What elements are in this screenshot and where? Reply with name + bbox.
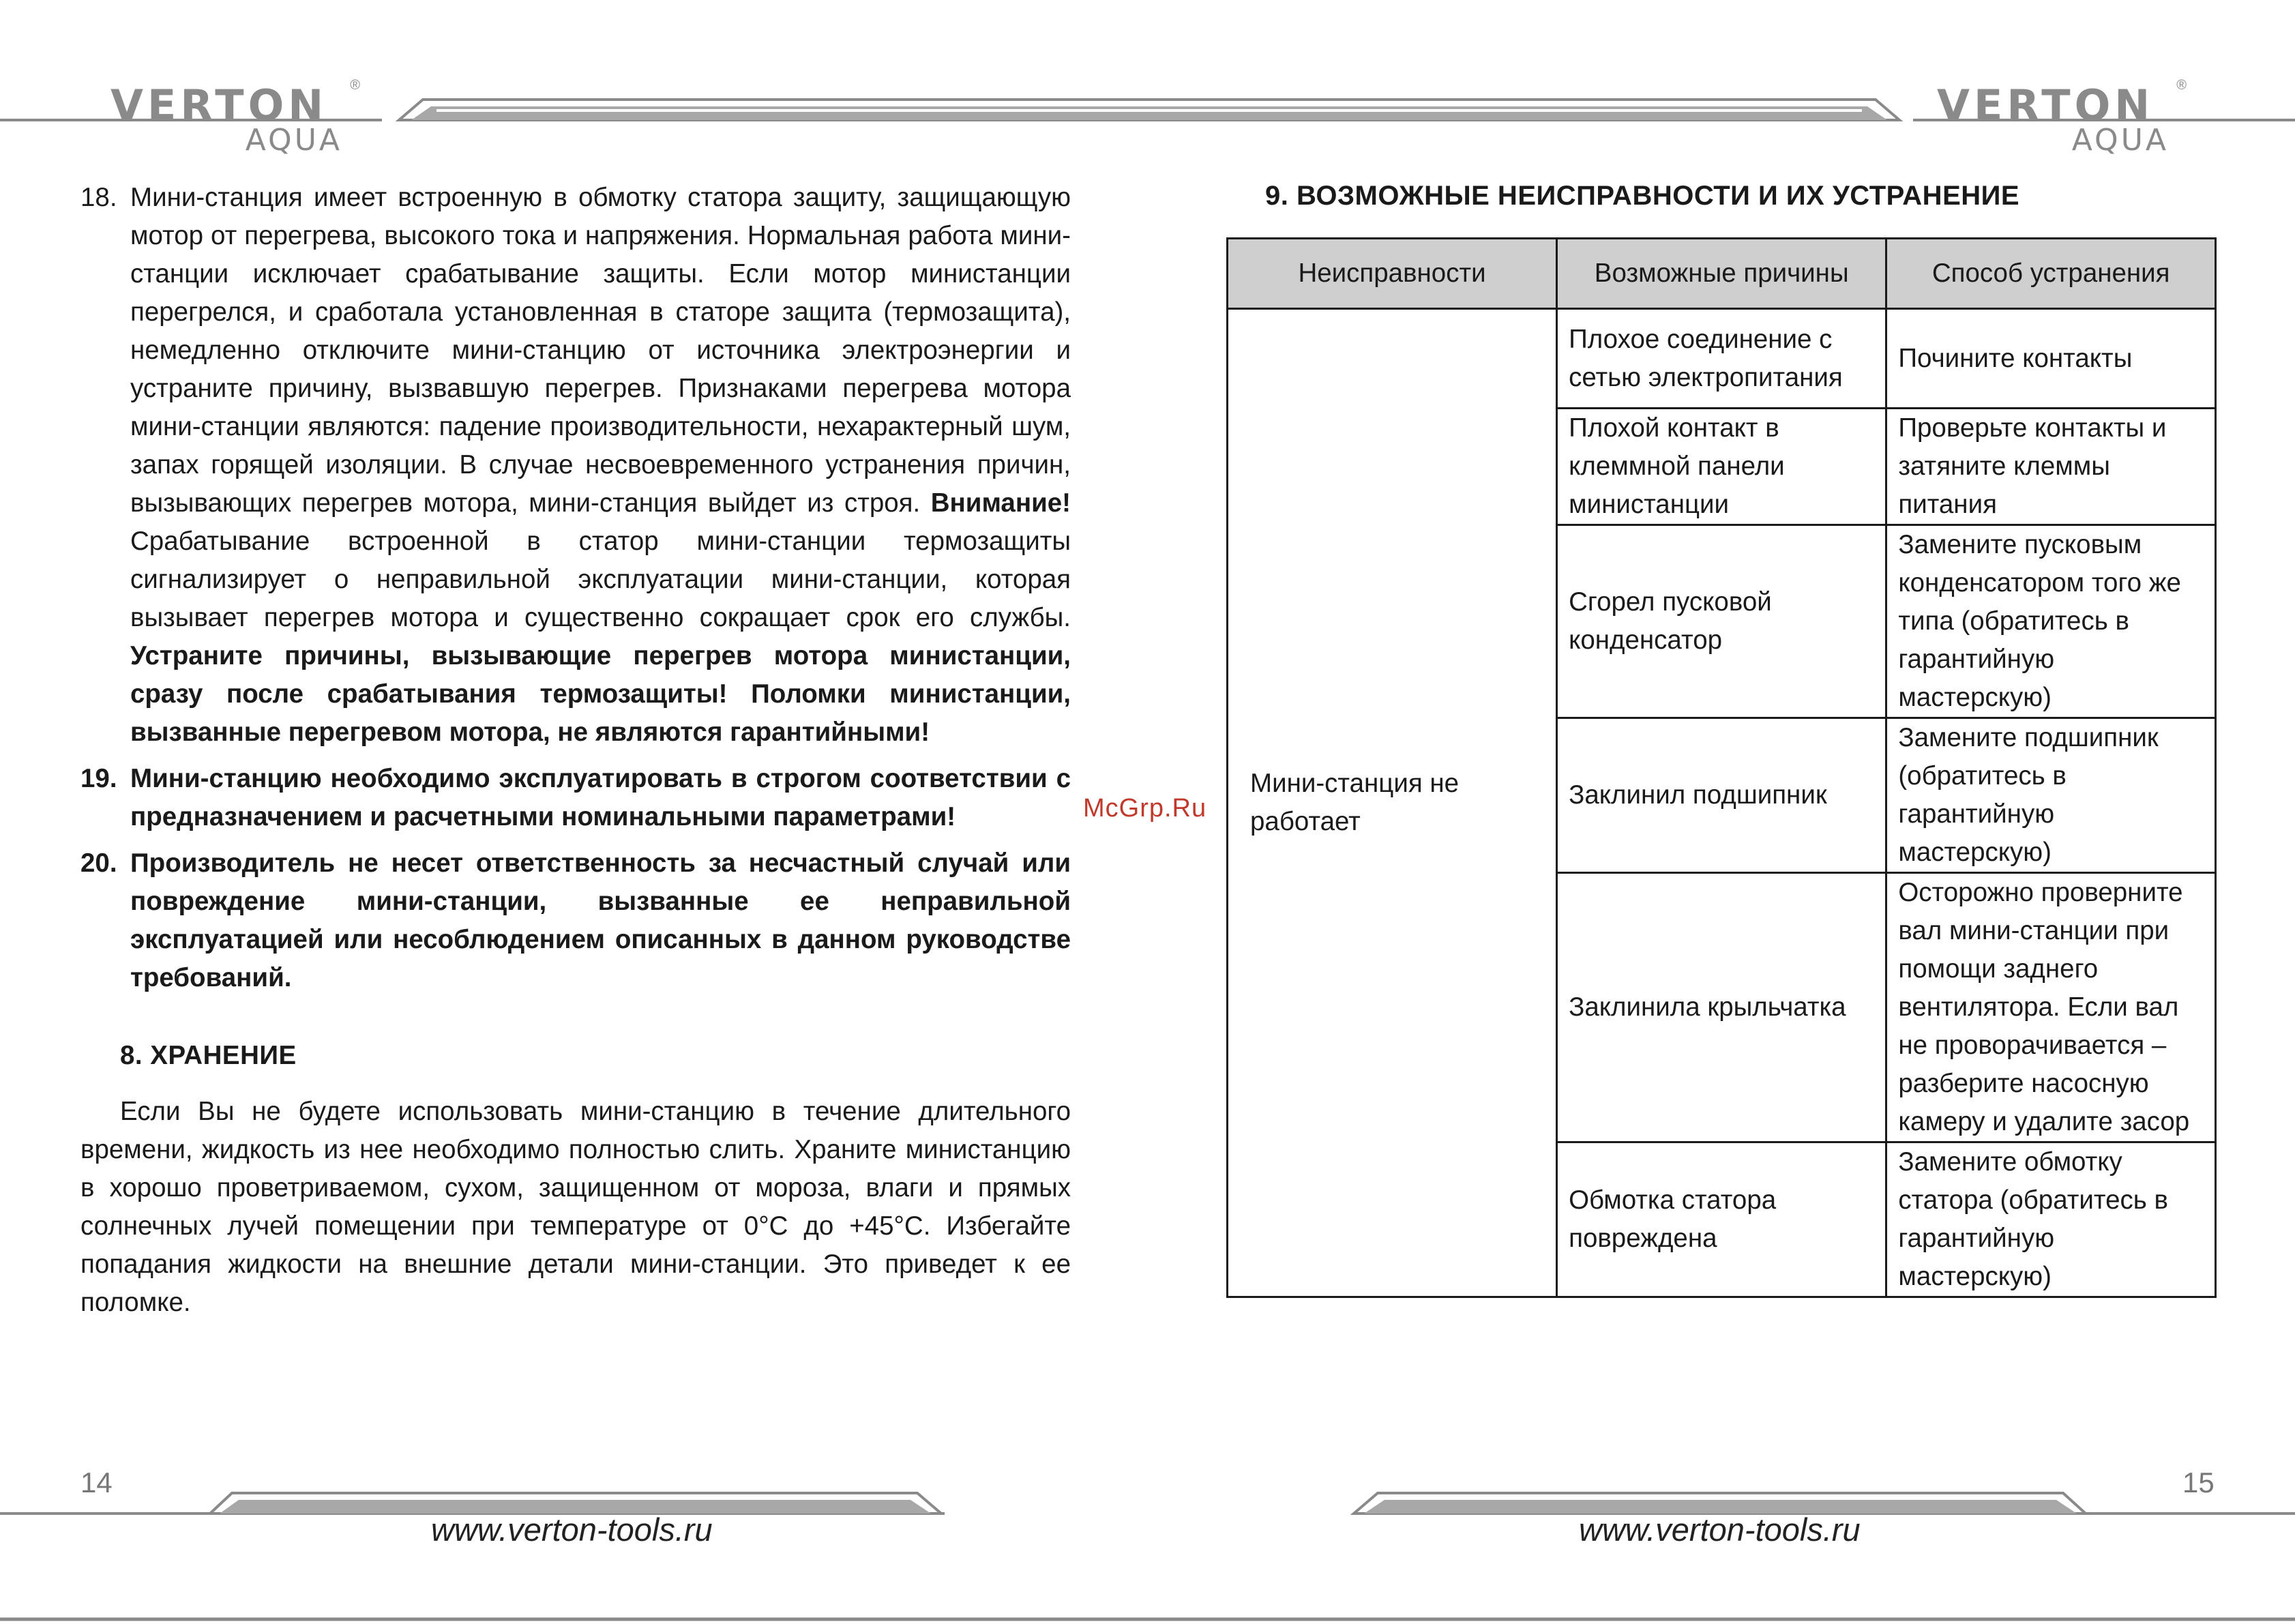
cause-cell: Заклинила крыльчатка: [1557, 873, 1886, 1142]
storage-section-title: 8. ХРАНЕНИЕ: [120, 1041, 297, 1070]
remedy-cell: Замените подшипник (обратитесь в гарантийную мастерскую): [1886, 718, 2216, 873]
registered-mark: ®: [2176, 78, 2187, 93]
watermark-text: McGrp.Ru: [1083, 794, 1207, 823]
item-number: 19.: [80, 764, 117, 793]
fault-cell: Мини-станция не работает: [1228, 309, 1557, 1297]
logo-sub-text: AQUA: [2071, 123, 2169, 158]
item-bold-text: Устраните причины, вызывающие перегрев мотора министанции, сразу после срабатывания термозащиты! Поломки министанции, вызванные перегревом мотора, не являются гарантийными!: [130, 641, 1071, 747]
page-number-left: 14: [80, 1466, 113, 1498]
troubleshooting-table: [1226, 237, 2217, 1298]
cause-cell: Плохой контакт в клеммной панели министанции: [1557, 409, 1886, 525]
logo-brand-text: VERTON: [110, 80, 328, 130]
list-item-19: [80, 760, 1071, 836]
remedy-cell: Замените пусковым конденсатором того же типа (обратитесь в гарантийную мастерскую): [1886, 525, 2216, 718]
logo-brand-text: VERTON: [1937, 80, 2155, 130]
remedy-cell: Проверьте контакты и затяните клеммы питания: [1886, 409, 2216, 525]
verton-logo-right: [1937, 78, 2187, 162]
header-causes: Возможные причины: [1557, 239, 1886, 309]
list-item-18: [80, 179, 1071, 752]
warning-label: Внимание!: [930, 488, 1071, 518]
left-page-content: [80, 179, 1071, 1322]
item-number: 18.: [80, 183, 117, 212]
item-text-continued: Срабатывание встроенной в статор мини-станции термозащиты сигнализирует о неправильной эксплуатации мини-станции, которая вызывает перегрев мотора и существенно сокращает срок его службы.: [130, 527, 1071, 632]
footer-rule: [0, 1493, 2295, 1619]
item-text: Мини-станция имеет встроенную в обмотку статора защиту, защищающую мотор от перегрева, высокого тока и напряжения. Нормальная работа мини-станции исключает срабатывание защиты. Если мотор министанции перегрелся, и сработала установленная в статоре защита (термозащита), немедленно отключите мини-станцию от источника электроэнергии и устраните причину, вызвавшую перегрев. Признаками перегрева мотора мини-станции являются: падение производительности, нехарактерный шум, запах горящей изоляции. В случае несвоевременного устранения причин, вызывающих перегрев мотора, мини-станция выйдет из строя.: [130, 183, 1071, 518]
footer-url-left: www.verton-tools.ru: [431, 1511, 713, 1548]
troubleshooting-section-title: 9. ВОЗМОЖНЫЕ НЕИСПРАВНОСТИ И ИХ УСТРАНЕНИЕ: [1265, 181, 2020, 211]
logo-sub-text: AQUA: [245, 123, 342, 158]
item-text: Производитель не несет ответственность за несчастный случай или повреждение мини-станции, вызванные ее неправильной эксплуатацией или несоблюдением описанных в данном руководстве требований.: [130, 848, 1071, 992]
cause-cell: Плохое соединение с сетью электропитания: [1557, 309, 1886, 409]
storage-paragraph: Если Вы не будете использовать мини-станцию в течение длительного времени, жидкость из нее необходимо полностью слить. Храните министанцию в хорошо проветриваемом, сухом, защищенном от мороза, влаги и прямых солнечных лучей помещении при температуре от 0°С до +45°С. Избегайте попадания жидкости на внешние детали мини-станции. Это приведет к ее поломке.: [80, 1097, 1071, 1317]
table-header-row: [1228, 239, 2216, 309]
cause-cell: Заклинил подшипник: [1557, 718, 1886, 873]
table-row: [1228, 309, 2216, 409]
cause-cell: Сгорел пусковой конденсатор: [1557, 525, 1886, 718]
verton-logo-left: [110, 78, 360, 162]
header-remedies: Способ устранения: [1886, 239, 2216, 309]
remedy-cell: Осторожно проверните вал мини-станции при помощи заднего вентилятора. Если вал не проворачивается – разберите насосную камеру и удалите засор: [1886, 873, 2216, 1142]
remedy-cell: Замените обмотку статора (обратитесь в гарантийную мастерскую): [1886, 1142, 2216, 1297]
cause-cell: Обмотка статора повреждена: [1557, 1142, 1886, 1297]
item-number: 20.: [80, 848, 117, 878]
header-faults: Неисправности: [1228, 239, 1557, 309]
page-number-right: 15: [2182, 1466, 2215, 1498]
registered-mark: ®: [350, 78, 360, 93]
footer-url-right: www.verton-tools.ru: [1579, 1511, 1861, 1548]
list-item-20: [80, 844, 1071, 997]
item-text: Мини-станцию необходимо эксплуатировать в строгом соответствии с предназначением и расчетными номинальными параметрами!: [130, 764, 1071, 831]
remedy-cell: Почините контакты: [1886, 309, 2216, 409]
